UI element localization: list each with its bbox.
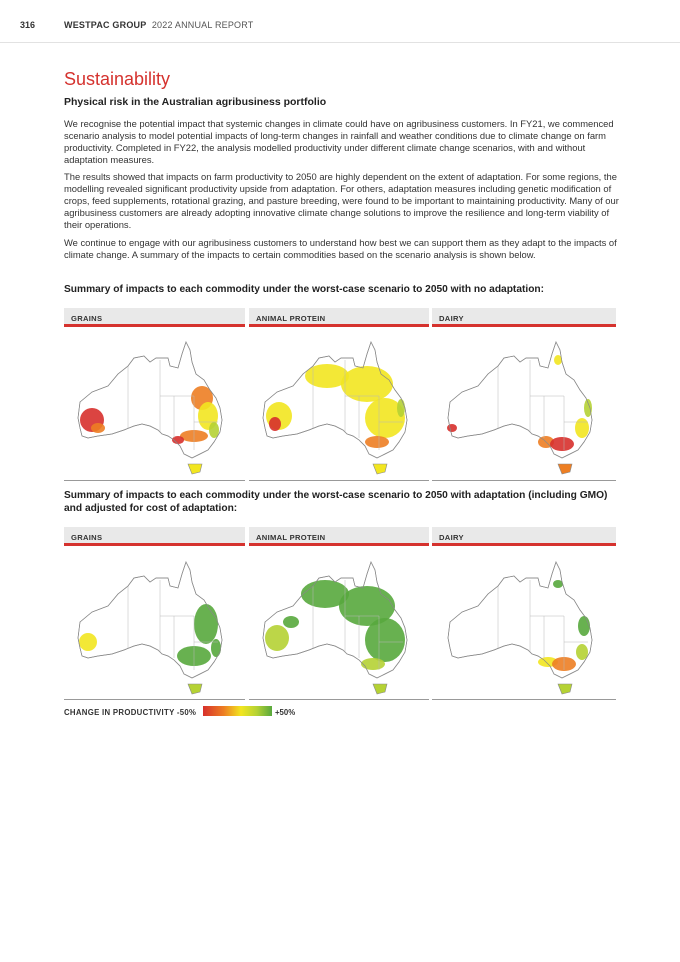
paragraph-2: The results showed that impacts on farm productivity to 2050 are highly dependent on the extent of adaptation. For some regions, the modelling revealed significant productivity upside from adaptation. For others, adaptation measures including genetic modification of crops, feed supplements, rotational grazing, and pasture breeding, were found to be important to maintaining productivity. Many of our agribusiness customers are already adopting innovative climate change solutions to improve the resilience and long-term viability of their operations. xyxy=(64,171,619,230)
page-number: 316 xyxy=(20,20,36,30)
column-header-grains-2: GRAINS xyxy=(64,527,245,546)
map-tasmania xyxy=(373,684,387,694)
map-region xyxy=(341,366,393,402)
map-region xyxy=(283,616,299,628)
divider xyxy=(249,699,429,700)
map-region xyxy=(269,417,281,431)
map-region xyxy=(578,616,590,636)
map-tasmania xyxy=(188,684,202,694)
paragraph-1: We recognise the potential impact that systemic changes in climate could have on agribusiness customers. In FY21, we commenced scenario analysis to model potential impacts of long-term changes in rainfall and weather conditions due to climate change on farm productivity. Completed in FY22, the analysis modelled productivity under different climate change scenarios, with and without adaptation measures. xyxy=(64,118,614,165)
divider xyxy=(432,480,616,481)
map-region xyxy=(79,633,97,651)
map-region xyxy=(447,424,457,432)
map-grains-with-adaptation xyxy=(70,556,240,696)
legend-label: CHANGE IN PRODUCTIVITY -50% xyxy=(64,708,197,717)
summary-heading-with-adaptation: Summary of impacts to each commodity under the worst-case scenario to 2050 with adaptation (including GMO) and adjusted for cost of adaptation: xyxy=(64,490,608,514)
map-region xyxy=(365,618,405,662)
divider xyxy=(249,480,429,481)
column-header-dairy: DAIRY xyxy=(432,308,616,327)
map-dairy-no-adaptation xyxy=(440,336,610,476)
brand-name: WESTPAC GROUP xyxy=(64,20,147,30)
map-dairy-with-adaptation xyxy=(440,556,610,696)
map-animal-protein-no-adaptation xyxy=(255,336,425,476)
map-region xyxy=(194,604,218,644)
summary-heading-no-adaptation: Summary of impacts to each commodity under the worst-case scenario to 2050 with no adaptation: xyxy=(64,284,545,295)
map-region xyxy=(361,658,385,670)
map-region xyxy=(553,580,563,588)
section-title: Sustainability xyxy=(64,69,171,89)
map-region xyxy=(575,418,589,438)
map-animal-protein-with-adaptation xyxy=(255,556,425,696)
map-grains-no-adaptation xyxy=(70,336,240,476)
report-name: 2022 ANNUAL REPORT xyxy=(151,20,254,30)
subtitle: Physical risk in the Australian agribusiness portfolio xyxy=(64,96,327,108)
map-region xyxy=(211,639,221,657)
divider xyxy=(432,699,616,700)
map-tasmania xyxy=(558,464,572,474)
report-title xyxy=(64,20,254,30)
map-region xyxy=(365,436,389,448)
map-tasmania xyxy=(558,684,572,694)
map-region xyxy=(397,399,405,417)
map-region xyxy=(91,423,105,433)
divider xyxy=(64,699,245,700)
legend-max-label: +50% xyxy=(275,708,296,717)
map-region xyxy=(576,644,588,660)
page-header xyxy=(0,0,680,43)
column-header-animal-protein-2: ANIMAL PROTEIN xyxy=(249,527,429,546)
column-header-grains: GRAINS xyxy=(64,308,245,327)
map-region xyxy=(265,625,289,651)
legend-color-scale xyxy=(203,706,272,716)
column-header-animal-protein: ANIMAL PROTEIN xyxy=(249,308,429,327)
paragraph-3: We continue to engage with our agribusiness customers to understand how best we can support them as they adapt to the impacts of climate change. A summary of the impacts to certain commodities based on the scenario analysis is shown below. xyxy=(64,237,617,260)
map-region xyxy=(550,437,574,451)
map-tasmania xyxy=(373,464,387,474)
divider xyxy=(64,480,245,481)
map-tasmania xyxy=(188,464,202,474)
column-header-dairy-2: DAIRY xyxy=(432,527,616,546)
